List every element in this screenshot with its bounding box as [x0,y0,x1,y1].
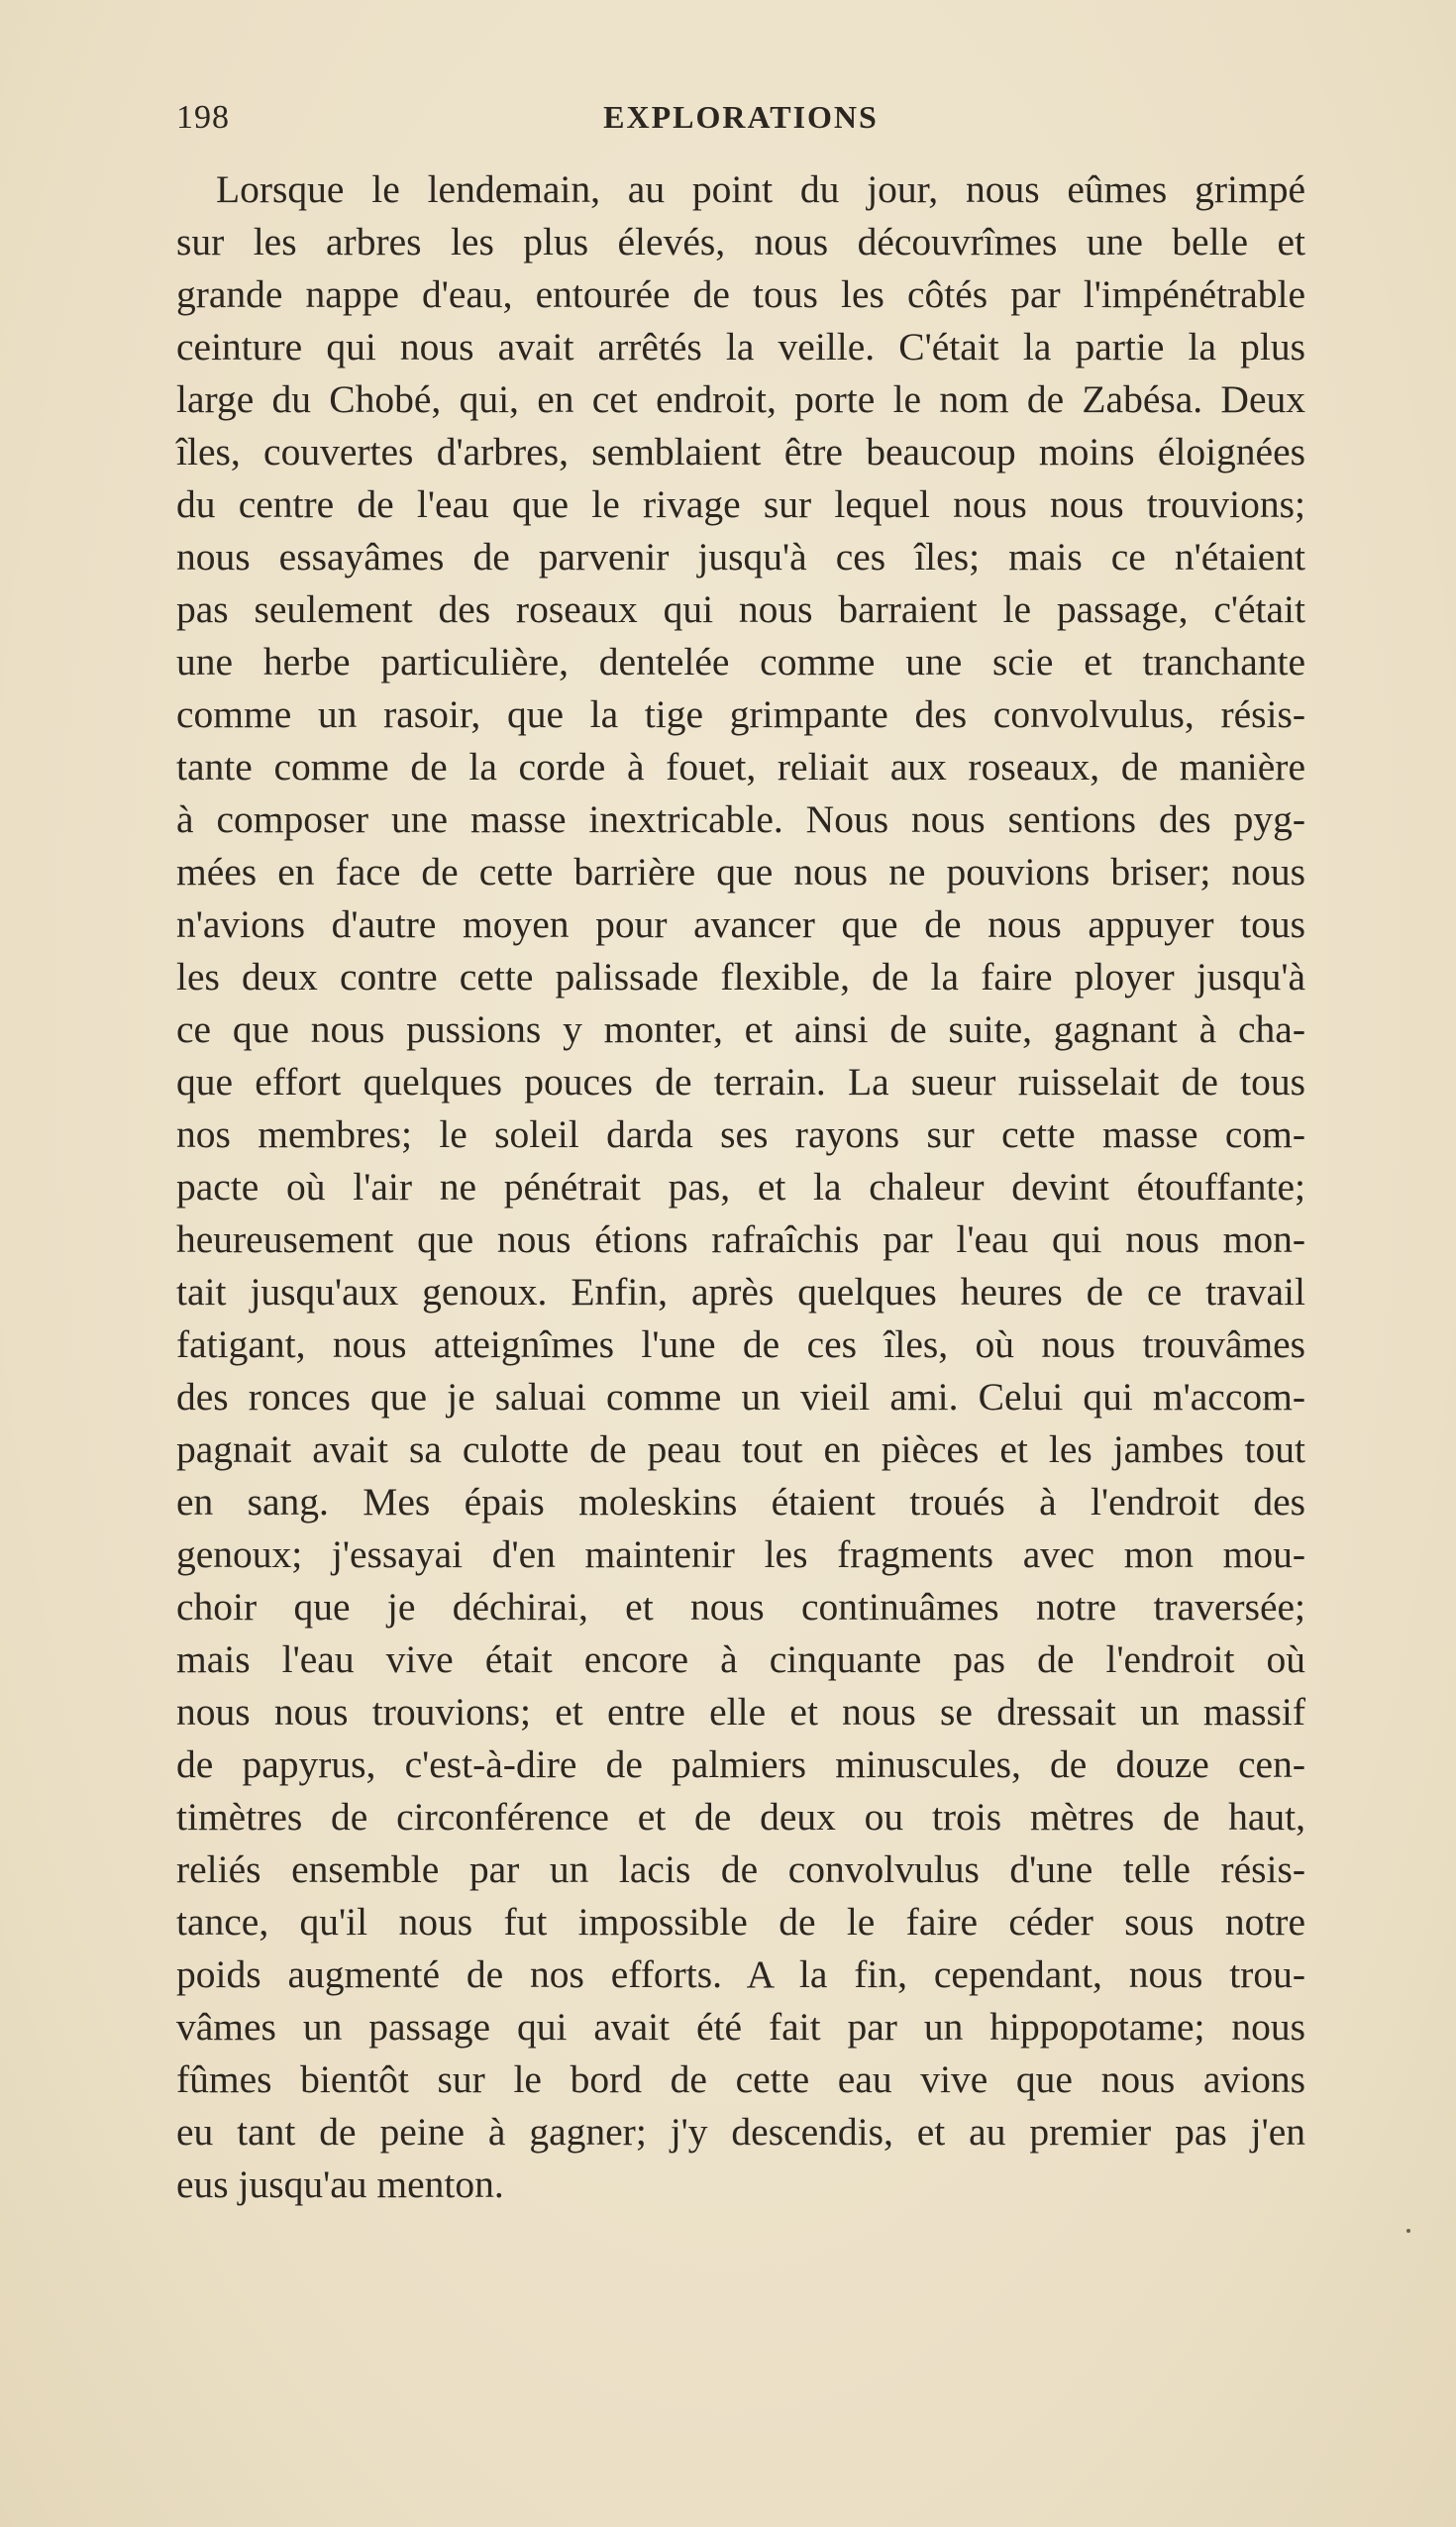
text-line: du centre de l'eau que le rivage sur lequel nous nous trouvions; [176,482,1305,526]
text-line: pagnait avait sa culotte de peau tout en pièces et les jambes tout [176,1427,1305,1471]
text-line: une herbe particulière, dentelée comme une scie et tranchante [176,640,1305,684]
running-title: EXPLORATIONS [603,99,879,135]
text-line: pas seulement des roseaux qui nous barraient le passage, c'était [176,587,1305,631]
text-line: genoux; j'essayai d'en maintenir les fragments avec mon mou- [176,1532,1305,1576]
text-line: nous essayâmes de parvenir jusqu'à ces îles; mais ce n'étaient [176,535,1305,579]
text-line: les deux contre cette palissade flexible, de la faire ployer jusqu'à [176,955,1305,999]
text-line: heureusement que nous étions rafraîchis par l'eau qui nous mon- [176,1217,1305,1261]
body-paragraph [176,163,1305,2211]
text-line: comme un rasoir, que la tige grimpante des convolvulus, résis- [176,692,1305,736]
text-line: eu tant de peine à gagner; j'y descendis, et au premier pas j'en [176,2110,1305,2154]
text-line: fûmes bientôt sur le bord de cette eau vive que nous avions [176,2057,1305,2101]
text-line: eus jusqu'au menton. [176,2162,504,2206]
text-line: Lorsque le lendemain, au point du jour, nous eûmes grimpé [216,167,1305,211]
text-line: timètres de circonférence et de deux ou trois mètres de haut, [176,1795,1305,1839]
text-line: de papyrus, c'est-à-dire de palmiers minuscules, de douze cen- [176,1742,1305,1786]
text-line: fatigant, nous atteignîmes l'une de ces îles, où nous trouvâmes [176,1322,1305,1366]
text-line: à composer une masse inextricable. Nous nous sentions des pyg- [176,797,1305,841]
ink-speck [1406,2229,1410,2233]
text-line: large du Chobé, qui, en cet endroit, porte le nom de Zabésa. Deux [176,377,1305,421]
text-line: que effort quelques pouces de terrain. La sueur ruisselait de tous [176,1060,1305,1104]
text-line: vâmes un passage qui avait été fait par un hippopotame; nous [176,2005,1305,2049]
text-line: choir que je déchirai, et nous continuâmes notre traversée; [176,1585,1305,1629]
text-line: pacte où l'air ne pénétrait pas, et la chaleur devint étouffante; [176,1165,1305,1209]
text-line: ceinture qui nous avait arrêtés la veille. C'était la partie la plus [176,325,1305,369]
text-line: mées en face de cette barrière que nous ne pouvions briser; nous [176,850,1305,894]
text-line: nous nous trouvions; et entre elle et nous se dressait un massif [176,1690,1305,1734]
text-line: des ronces que je saluai comme un vieil ami. Celui qui m'accom- [176,1375,1305,1419]
text-line: tance, qu'il nous fut impossible de le faire céder sous notre [176,1900,1305,1944]
text-line: en sang. Mes épais moleskins étaient troués à l'endroit des [176,1480,1305,1524]
text-line: sur les arbres les plus élevés, nous découvrîmes une belle et [176,220,1305,263]
text-line: tante comme de la corde à fouet, reliait aux roseaux, de manière [176,745,1305,789]
text-line: grande nappe d'eau, entourée de tous les côtés par l'impénétrable [176,272,1305,316]
page-header [176,99,1305,158]
text-line: tait jusqu'aux genoux. Enfin, après quelques heures de ce travail [176,1270,1305,1314]
text-line: îles, couvertes d'arbres, semblaient être beaucoup moins éloignées [176,430,1305,474]
text-line: ce que nous pussions y monter, et ainsi de suite, gagnant à cha- [176,1007,1305,1051]
text-line: n'avions d'autre moyen pour avancer que de nous appuyer tous [176,902,1305,946]
page-number: 198 [176,99,230,136]
text-line: reliés ensemble par un lacis de convolvulus d'une telle résis- [176,1847,1305,1891]
text-line: poids augmenté de nos efforts. A la fin, cependant, nous trou- [176,1952,1305,1996]
text-line: nos membres; le soleil darda ses rayons sur cette masse com- [176,1112,1305,1156]
text-line: mais l'eau vive était encore à cinquante pas de l'endroit où [176,1637,1305,1681]
